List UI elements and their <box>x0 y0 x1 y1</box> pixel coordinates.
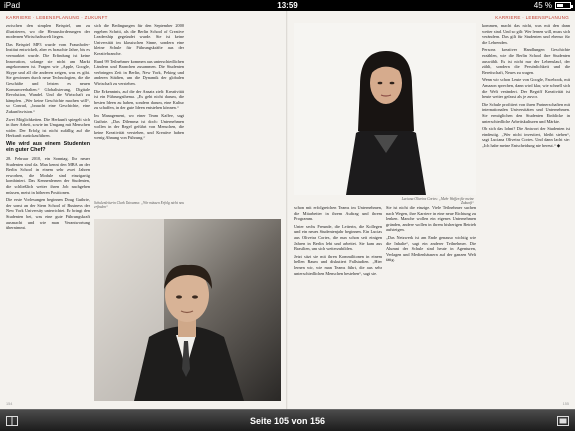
reader-toolbar <box>0 409 575 431</box>
paragraph: schon mit erfolgreichen Teams im Unternehmen, die Mitarbeiter in ihrem Auftrag und ihrem Programm. <box>294 205 382 222</box>
portrait-photo-woman <box>294 23 476 195</box>
right-page-column-2 <box>386 205 476 401</box>
fullscreen-button[interactable] <box>556 414 570 428</box>
paragraph: Die Schule profitiert von ihren Partnerschaften mit internationalen Universitäten und Unternehmen. Sie ermöglichen den Studenten Einblicke in unterschiedliche Arbeitskulturen und Märkte. <box>482 101 570 124</box>
photo-caption-left: Schulenleiterin Clark Tatvanna: „Wir müssen Erfolg nicht neu erfinden“ <box>94 201 185 210</box>
battery-icon <box>555 2 571 9</box>
paragraph: Das Beispiel MP3 wurde vom Fraunhofer-Institut entwickelt, aber es brauchte Jahre, bis es vermarktet wurde. Die Erfindung ist keine Innovation, solange sie nicht am Markt angekommen ist. Fragen wie „Apple, Google, Skype und all die anderen zeigen, was es gibt. Sie gewinnen durch neue Technologien, die die Geschäfte und leisten es neuen Konsumverhalten.“ Globalisierung, Digitale Revolution, Wandel. Und die Wirtschaft zu kämpfen. „Wer keine Geschichte machen will“, so Conrad, „braucht eine Geschichte, eine Zukunftsvision.“ <box>6 41 90 114</box>
page-indicator: Seite 105 von 156 <box>249 416 326 426</box>
paragraph: 28. Februar 2010, ein Sonntag. Ihr neuer Studenten sind da. Man kennt den MBA an der Berlin School in einem sehr zwei Jahren erworben, die Module sind einzigartig kombiniert. Das Kennenlernen der Studenten, die schließlich weiter ihren Job nachgehen müssen, meist in höheren Positionen. <box>6 156 90 195</box>
portrait-photo-man <box>94 219 281 401</box>
left-page-column-2 <box>94 23 184 173</box>
clock: 13:59 <box>277 1 298 10</box>
paragraph: Die Erkenntnis, auf die der Ansatz zielt: Kreativität ist ein Führungsthema. „Es geht nicht darum, die besten Ideen zu haben, sondern darum, eine Kultur zu schaffen, in der gute Ideen entstehen können.“ <box>94 88 184 111</box>
book-spread[interactable] <box>0 11 575 409</box>
page-number-right: 155 <box>562 402 569 406</box>
section-heading: Wie wird aus einem Studenten ein guter Chef? <box>6 140 90 154</box>
paragraph: Jetzt sitzt sie mit ihren Kommilitonen in einem hellen Raum und diskutiert Fallstudien. „Hier lernen wir, wie man Teams führt, die aus sehr unterschiedlichen Menschen bestehen“, sagt sie. <box>294 253 382 276</box>
paragraph: Rund 99 Teilnehmer kommen aus unterschiedlichen Ländern und Branchen zusammen. Die Studenten verbringen Zeit in Berlin, New York, Peking und anderen Städten, um die Dynamik der globalen Wirtschaft zu verstehen. <box>94 58 184 86</box>
paragraph: Im Management, wo einer Team Kaffee, sagt Guthrie. „Das Dilemma ist doch: Unternehmen wollen in der Regel geführt von Menschen, die keine Kreativität verstehen, und Kreative haben wenig Ahnung von Führung.“ <box>94 112 184 141</box>
paragraph: Zwei Möglichkeiten. Die Herkunft spiegelt sich in ihrer Arbeit, sowie im Umgang mit Menschen wider. Der Erfolg ist nicht zufällig auf die Herkunft zurückzuführen. <box>6 116 90 139</box>
paragraph: sich die Bedingungen für den September 2000 ergeben Schritt, als die Berlin School of Creative Leadership gegründet wurde. Sie ist keine Universität im klassischen Sinne, sondern eine kleine Schule für Führungskräfte aus der Kreativbranche. <box>94 23 184 56</box>
right-page-column-3 <box>482 23 570 401</box>
right-page-column-1 <box>294 205 382 401</box>
paragraph: Ob sich das lohnt? Die Antwort der Studenten ist eindeutig. „Wer nicht investiert, bleibt stehen“, sagt Luciana Oliveira Cortes. Und dann lacht sie: „Ich habe meine Entscheidung nie bereut.“ ◆ <box>482 126 570 148</box>
left-page-column-1 <box>6 23 90 399</box>
paragraph: Die erste Vorlesungen beginnen Doug Guthrie, der sonst an der Stern School of Business der New York University unterrichtet. Er bringt den Studenten bei, was eine gute Führungskraft ausmacht und wie man Verantwortung übernimmt. <box>6 197 90 231</box>
running-head-right: KARRIERE · LEBENSPLANUNG <box>495 15 569 20</box>
battery-fill <box>557 4 563 7</box>
photo-caption-right: Luciana Oliveira Cortes: „Mehr Waffen für meine Zukunft“ <box>401 197 474 206</box>
running-head-left: KARRIERE · LEBENSPLANUNG · ZUKUNFT <box>6 15 108 20</box>
left-page[interactable] <box>0 11 287 409</box>
paragraph: Wenn wir schon Leute von Google, Facebook, mit Amazon sprechen, dann wird klar, wie schnell sich die Welt verändert. Der Begriff Kreativität ist heute weiter gefasst als je zuvor. <box>482 77 570 100</box>
portrait-image <box>94 219 281 401</box>
expand-icon <box>557 416 569 426</box>
battery-percent: 45 % <box>533 1 552 10</box>
paragraph: zwischen den simplen Beispiel, um zu illustrieren, wo die Herausforderungen der modernen Wirtschaftswelt liegen. <box>6 23 90 40</box>
right-page[interactable] <box>288 11 575 409</box>
paragraph: „Das Netzwerk ist am Ende genauso wichtig wie die Inhalte“, sagt ein anderer Teilnehmer. Die Alumni der Schule sind heute in Agenturen, Verlagen und Medienhäusern auf der ganzen Welt tätig. <box>386 234 476 263</box>
carrier-label: iPad <box>4 1 21 10</box>
status-bar <box>0 0 575 11</box>
battery-indicator <box>534 0 571 11</box>
page-number-left: 154 <box>6 402 13 406</box>
paragraph: kommen, macht das nicht, was mit den dann weiter sind. Und so gilt: Wer lernen will, muss sich verändern. Das gilt für Studenten und ebenso für die Lehrenden. <box>482 23 570 45</box>
paragraph: Unter sechs Freunde, die Leiterin, die Kollegen und ein neues Studentenjahr beginnen. Ein Lucias aus Oliveira Cortes, die nun schon seit einigen Jahren in Berlin lebt und arbeitet. Sie kam aus Brasilien, um sich weiterzubilden. <box>294 223 382 252</box>
paragraph: Sie ist nicht die einzige. Viele Teilnehmer suchen nach Wegen, ihre Karriere in eine neue Richtung zu lenken. Manche wollen ein eigenes Unternehmen gründen, andere wollen in ihrem bisherigen Betrieb aufsteigen. <box>386 205 476 233</box>
paragraph: Persons kreativer Handlungen Geschichte erzählen, wie die Berlin School ihre Studenten auswählt. Es ist nicht nur der Lebenslauf, der zählt, sondern die Persönlichkeit und die Bereitschaft, Neues zu wagen. <box>482 47 570 75</box>
portrait-image <box>294 23 476 195</box>
